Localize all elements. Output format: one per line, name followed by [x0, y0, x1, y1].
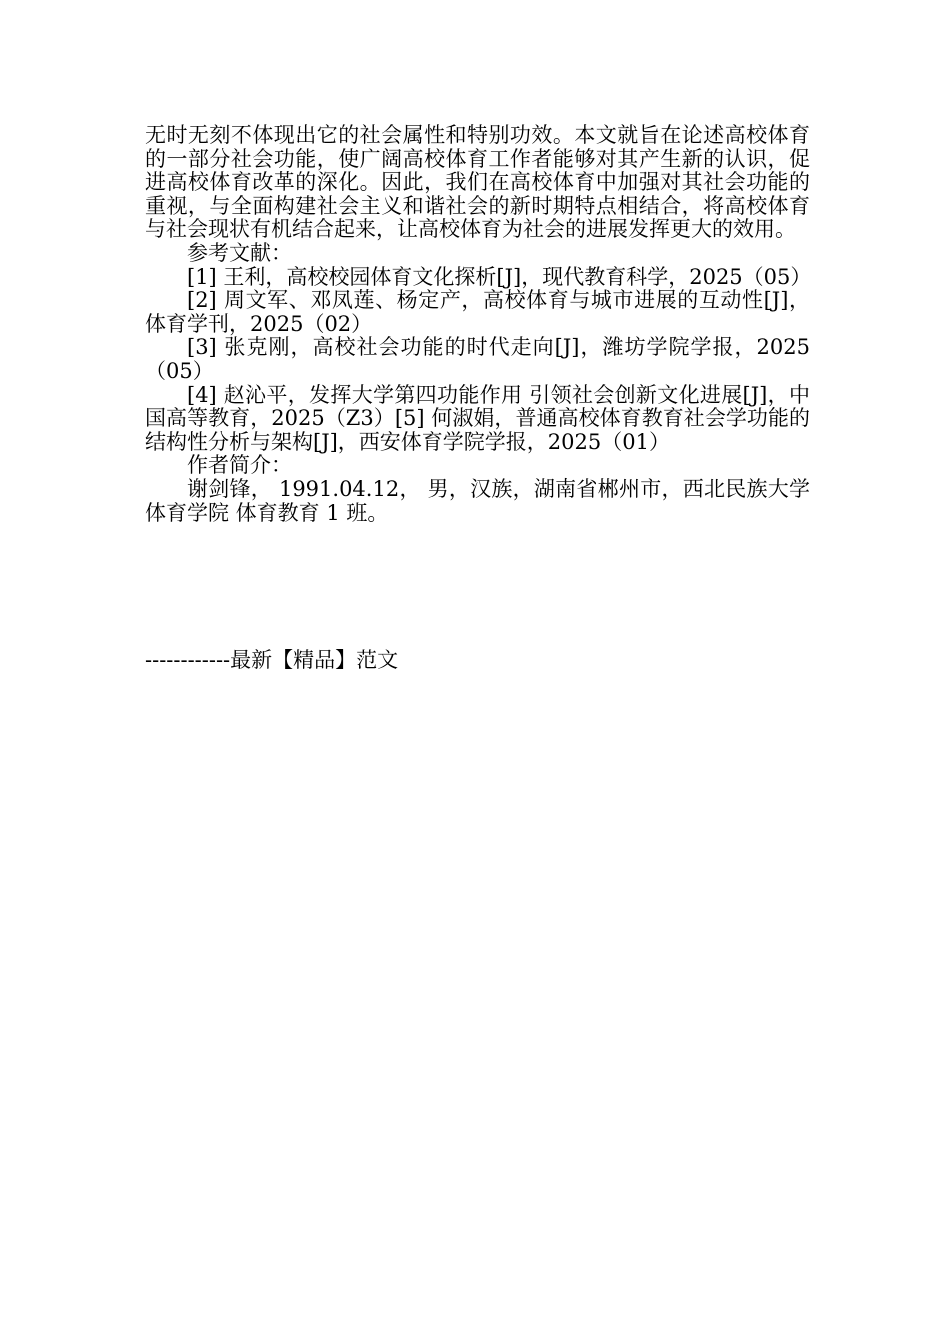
- reference-item-3: [3] 张克刚，高校社会功能的时代走向[J]，潍坊学院学报，2025（05）: [145, 335, 810, 383]
- reference-item-1: [1] 王利，高校校园体育文化探析[J]，现代教育科学，2025（05）: [187, 264, 812, 289]
- references-heading: 参考文献：: [187, 240, 292, 265]
- reference-item-2: [2] 周文军、邓凤莲、杨定产，高校体育与城市进展的互动性[J]，体育学刊，2025（02）: [145, 288, 810, 336]
- footer-note: ------------最新【精品】范文: [145, 648, 399, 672]
- author-heading: 作者简介：: [187, 453, 292, 478]
- body-paragraph: 无时无刻不体现出它的社会属性和特别功效。本文就旨在论述高校体育的一部分社会功能，使广阔高校体育工作者能够对其产生新的认识，促进高校体育改革的深化。因此，我们在高校体育中加强对其社会功能的重视，与全面构建社会主义和谐社会的新时期特点相结合，将高校体育与社会现状有机结合起来，让高校体育为社会的进展发挥更大的效用。: [145, 123, 810, 242]
- reference-item-4: [4] 赵沁平，发挥大学第四功能作用 引领社会创新文化进展[J]，中国高等教育，2025（Z3）[5] 何淑娟，普通高校体育教育社会学功能的结构性分析与架构[J]，西安体育学院学报，2025（01）: [145, 382, 810, 454]
- document-body: [145, 124, 810, 525]
- author-bio: 谢剑锋， 1991.04.12， 男，汉族，湖南省郴州市，西北民族大学 体育学院 体育教育 1 班。: [145, 476, 810, 525]
